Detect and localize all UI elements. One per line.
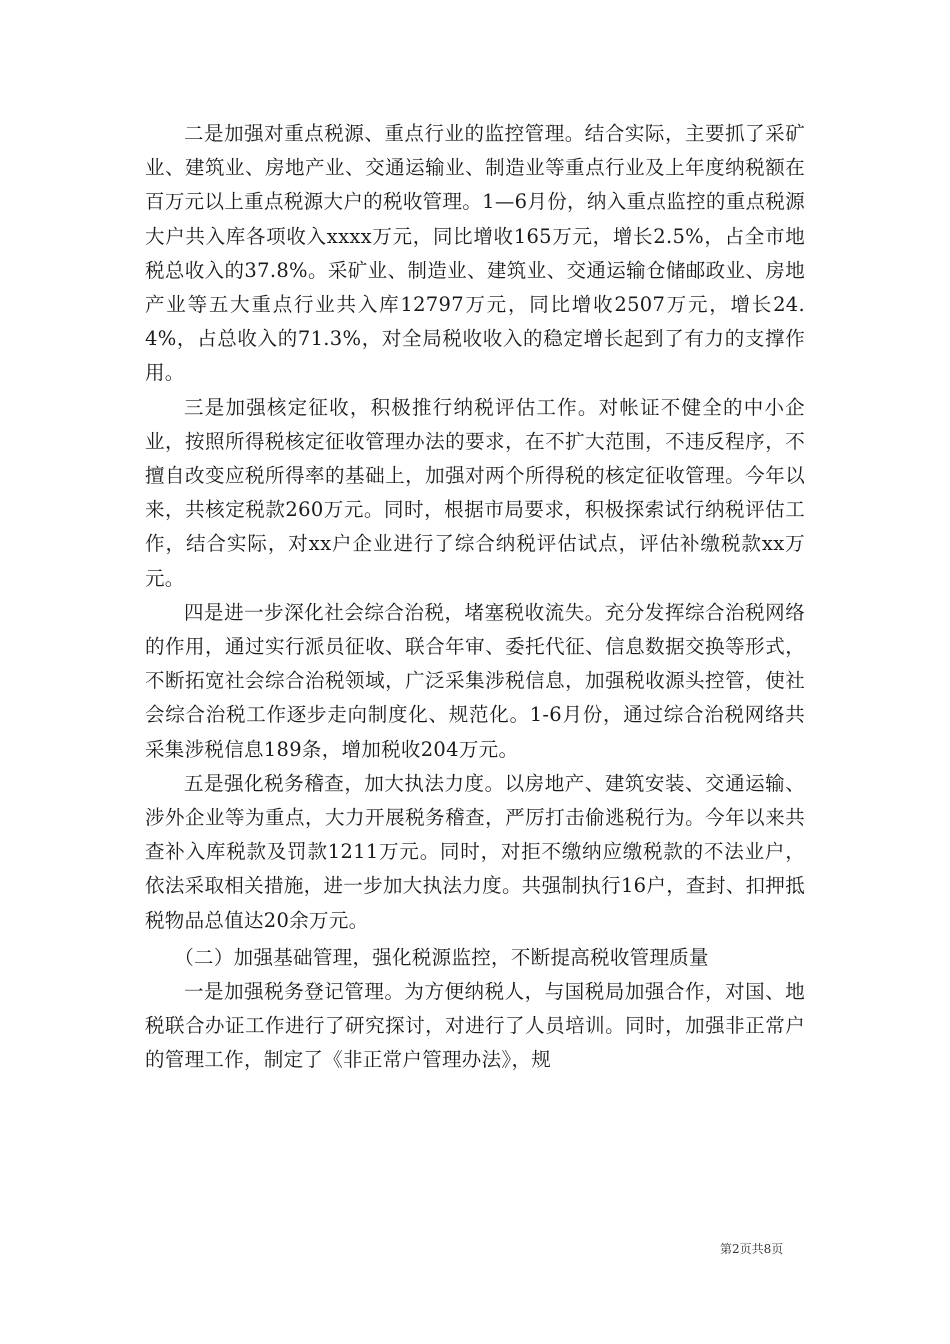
paragraph-key-tax-sources: 二是加强对重点税源、重点行业的监控管理。结合实际，主要抓了采矿业、建筑业、房地产业、交通运输业、制造业等重点行业及上年度纳税额在百万元以上重点税源大户的税收管理。1—6月份，纳入重点监控的重点税源大户共入库各项收入xxxx万元，同比增收165万元，增长2.5%，占全市地税总收入的37.8%。采矿业、制造业、建筑业、交通运输仓储邮政业、房地产业等五大重点行业共入库12797万元，同比增收2507万元，增长24.4%，占总收入的71.3%，对全局税收收入的稳定增长起到了有力的支撑作用。 bbox=[145, 122, 805, 385]
paragraph-tax-inspection: 五是强化税务稽查，加大执法力度。以房地产、建筑安装、交通运输、涉外企业等为重点，大力开展税务稽查，严厉打击偷逃税行为。今年以来共查补入库税款及罚款1211万元。同时，对拒不缴纳应缴税款的不法业户，依法采取相关措施，进一步加大执法力度。共强制执行16户，查封、扣押抵税物品总值达20余万元。 bbox=[145, 771, 805, 932]
paragraph-assessed-collection: 三是加强核定征收，积极推行纳税评估工作。对帐证不健全的中小企业，按照所得税核定征收管理办法的要求，在不扩大范围，不违反程序，不擅自改变应税所得率的基础上，加强对两个所得税的核定征收管理。今年以来，共核定税款260万元。同时，根据市局要求，积极探索试行纳税评估工作，结合实际，对xx户企业进行了综合纳税评估试点，评估补缴税款xx万元。 bbox=[145, 395, 805, 590]
paragraph-comprehensive-tax-governance: 四是进一步深化社会综合治税，堵塞税收流失。充分发挥综合治税网络的作用，通过实行派员征收、联合年审、委托代征、信息数据交换等形式，不断拓宽社会综合治税领域，广泛采集涉税信息，加强税收源头控管，使社会综合治税工作逐步走向制度化、规范化。1-6月份，通过综合治税网络共采集涉税信息189条，增加税收204万元。 bbox=[145, 600, 805, 761]
page-number: 第2页共8页 bbox=[720, 1242, 784, 1256]
paragraph-tax-registration: 一是加强税务登记管理。为方便纳税人，与国税局加强合作，对国、地税联合办证工作进行了研究探讨，对进行了人员培训。同时，加强非正常户的管理工作，制定了《非正常户管理办法》，规 bbox=[145, 980, 805, 1072]
document-body bbox=[145, 117, 805, 1078]
section-heading-basic-management: （二）加强基础管理，强化税源监控，不断提高税收管理质量 bbox=[174, 945, 709, 969]
